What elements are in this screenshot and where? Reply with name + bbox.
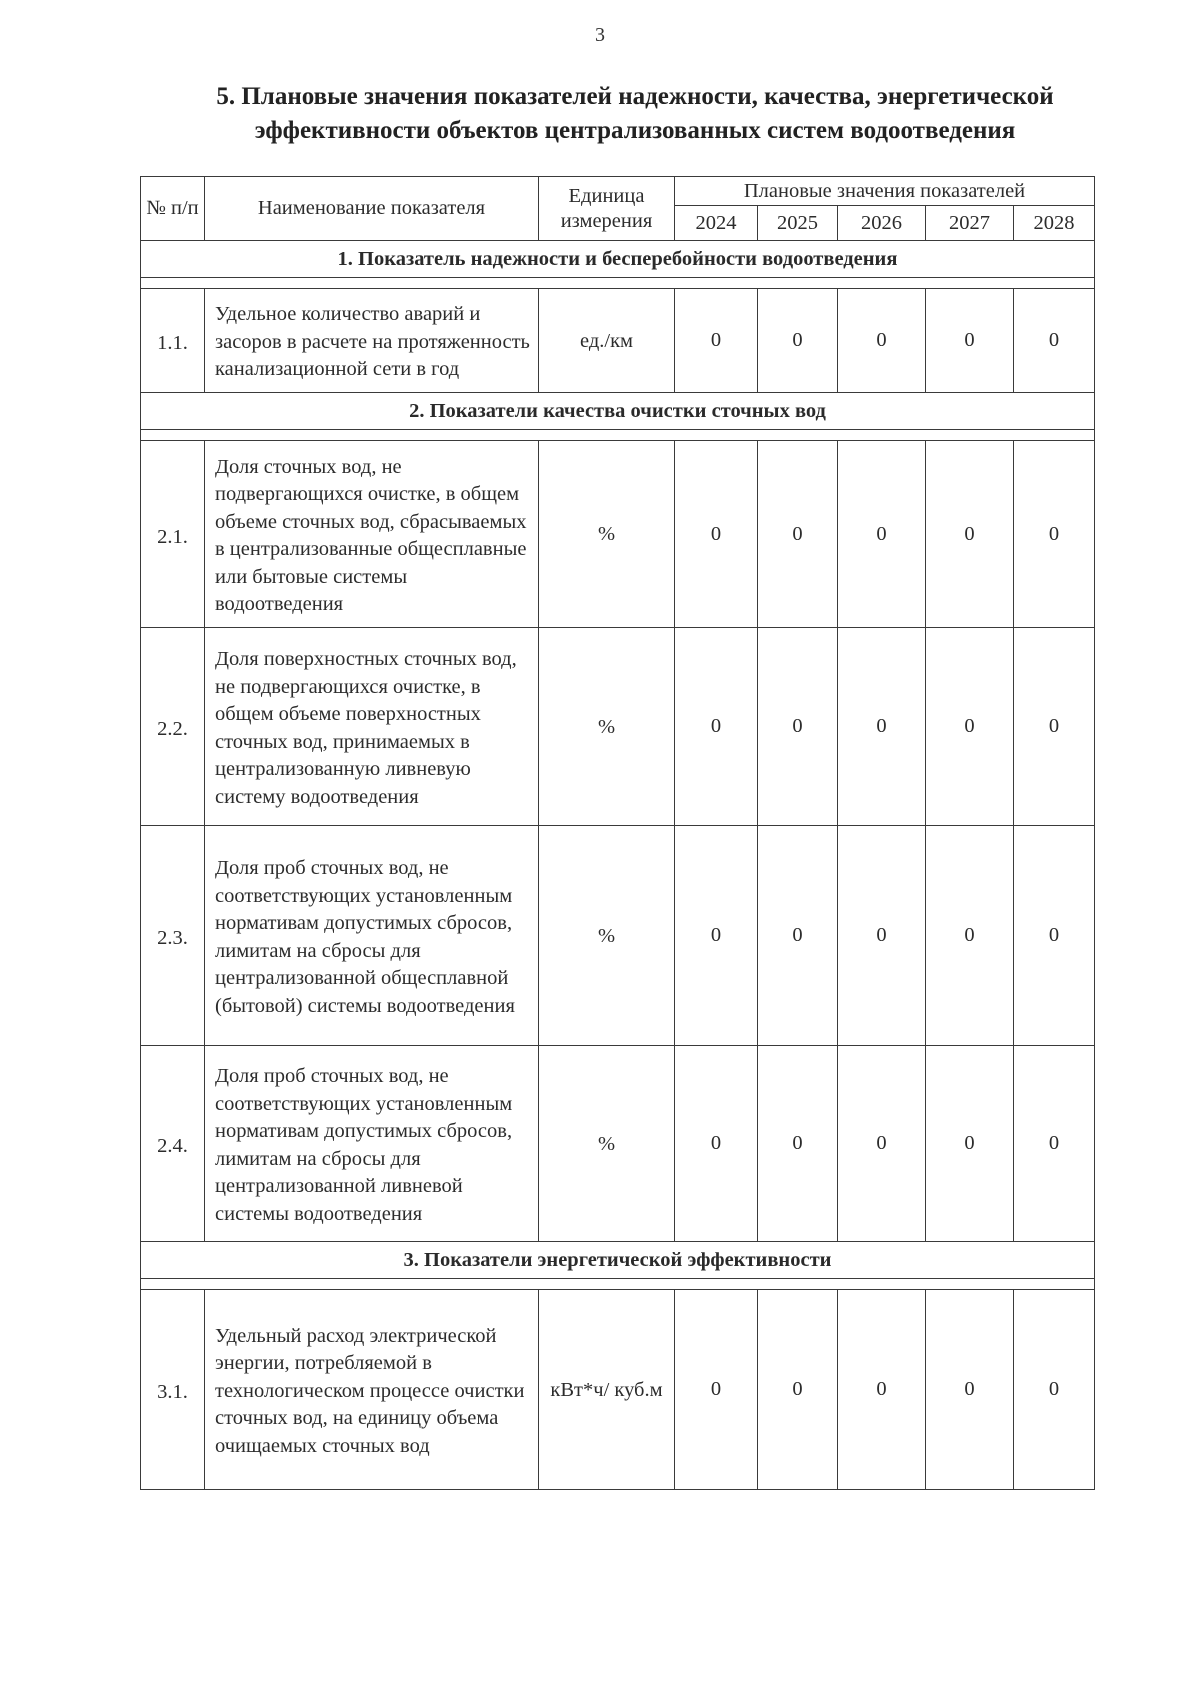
row-name: Доля сточных вод, не подвергающихся очистке, в общем объеме сточных вод, сбрасываемых в централизованные общесплавные или бытовые системы водоотведения xyxy=(205,441,539,628)
row-name: Доля проб сточных вод, не соответствующих установленным нормативам допустимых сбросов, лимитам на сбросы для централизованной общесплавной (бытовой) системы водоотведения xyxy=(205,826,539,1046)
section-title: 2. Показатели качества очистки сточных вод xyxy=(141,393,1095,430)
row-value-2025: 0 xyxy=(758,628,838,826)
header-plan-values: Плановые значения показателей xyxy=(675,177,1095,206)
row-num: 2.1. xyxy=(141,441,205,628)
row-value-2024: 0 xyxy=(675,826,758,1046)
row-value-2025: 0 xyxy=(758,441,838,628)
row-num: 3.1. xyxy=(141,1290,205,1490)
row-value-2026: 0 xyxy=(838,628,926,826)
row-unit: кВт*ч/ куб.м xyxy=(539,1290,675,1490)
row-value-2027: 0 xyxy=(926,441,1014,628)
row-value-2028: 0 xyxy=(1014,1046,1095,1242)
row-unit: % xyxy=(539,441,675,628)
row-name: Доля проб сточных вод, не соответствующих установленным нормативам допустимых сбросов, лимитам на сбросы для централизованной ливневой системы водоотведения xyxy=(205,1046,539,1242)
row-value-2025: 0 xyxy=(758,1290,838,1490)
header-name: Наименование показателя xyxy=(205,177,539,241)
table-row xyxy=(141,1290,1095,1490)
table-row xyxy=(141,628,1095,826)
row-value-2027: 0 xyxy=(926,826,1014,1046)
row-value-2025: 0 xyxy=(758,289,838,393)
section-title: 3. Показатели энергетической эффективности xyxy=(141,1242,1095,1279)
table-row xyxy=(141,826,1095,1046)
table-row xyxy=(141,441,1095,628)
row-value-2028: 0 xyxy=(1014,628,1095,826)
table-row xyxy=(141,289,1095,393)
row-value-2024: 0 xyxy=(675,1046,758,1242)
section-header xyxy=(141,1242,1095,1279)
row-value-2028: 0 xyxy=(1014,826,1095,1046)
row-value-2027: 0 xyxy=(926,1290,1014,1490)
page-number: 3 xyxy=(595,24,605,46)
row-name: Доля поверхностных сточных вод, не подвергающихся очистке, в общем объеме поверхностных сточных вод, принимаемых в централизованную ливневую систему водоотведения xyxy=(205,628,539,826)
section-gap xyxy=(141,278,1095,289)
row-value-2024: 0 xyxy=(675,441,758,628)
header-year-2028: 2028 xyxy=(1014,206,1095,241)
row-unit: % xyxy=(539,1046,675,1242)
header-num: № п/п xyxy=(141,177,205,241)
row-value-2026: 0 xyxy=(838,289,926,393)
header-unit: Единица измерения xyxy=(539,177,675,241)
row-value-2026: 0 xyxy=(838,826,926,1046)
indicators-table xyxy=(140,176,1095,1490)
row-value-2024: 0 xyxy=(675,628,758,826)
section-header xyxy=(141,241,1095,278)
row-value-2025: 0 xyxy=(758,826,838,1046)
header-year-2024: 2024 xyxy=(675,206,758,241)
row-unit: % xyxy=(539,826,675,1046)
section-header xyxy=(141,393,1095,430)
row-value-2026: 0 xyxy=(838,1046,926,1242)
row-num: 2.2. xyxy=(141,628,205,826)
section-title: 1. Показатель надежности и бесперебойности водоотведения xyxy=(141,241,1095,278)
row-value-2026: 0 xyxy=(838,1290,926,1490)
section-gap xyxy=(141,430,1095,441)
row-value-2024: 0 xyxy=(675,1290,758,1490)
row-value-2027: 0 xyxy=(926,289,1014,393)
row-num: 2.3. xyxy=(141,826,205,1046)
row-value-2025: 0 xyxy=(758,1046,838,1242)
row-name: Удельное количество аварий и засоров в расчете на протяженность канализационной сети в год xyxy=(205,289,539,393)
row-value-2028: 0 xyxy=(1014,441,1095,628)
row-value-2024: 0 xyxy=(675,289,758,393)
row-name: Удельный расход электрической энергии, потребляемой в технологическом процессе очистки сточных вод, на единицу объема очищаемых сточных вод xyxy=(205,1290,539,1490)
document-title: 5. Плановые значения показателей надежности, качества, энергетической эффективности объектов централизованных систем водоотведения xyxy=(216,83,1054,144)
row-value-2026: 0 xyxy=(838,441,926,628)
row-value-2028: 0 xyxy=(1014,1290,1095,1490)
header-year-2025: 2025 xyxy=(758,206,838,241)
row-num: 1.1. xyxy=(141,289,205,393)
row-unit: % xyxy=(539,628,675,826)
section-gap xyxy=(141,1279,1095,1290)
table-row xyxy=(141,1046,1095,1242)
row-value-2027: 0 xyxy=(926,1046,1014,1242)
header-year-2026: 2026 xyxy=(838,206,926,241)
header-year-2027: 2027 xyxy=(926,206,1014,241)
row-value-2027: 0 xyxy=(926,628,1014,826)
row-num: 2.4. xyxy=(141,1046,205,1242)
row-value-2028: 0 xyxy=(1014,289,1095,393)
row-unit: ед./км xyxy=(539,289,675,393)
